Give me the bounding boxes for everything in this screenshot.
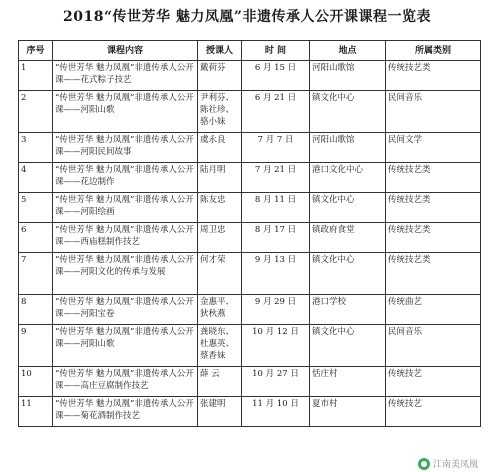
row-course: “传世芳华 魅力凤凰”非遗传承人公开课——高庄豆腐制作技艺 bbox=[53, 367, 198, 397]
row-time: 6 月 15 日 bbox=[242, 61, 310, 91]
header-course: 课程内容 bbox=[53, 41, 198, 61]
row-no: 9 bbox=[19, 325, 53, 367]
table-row bbox=[19, 367, 481, 397]
row-course: “传世芳华 魅力凤凰”非遗传承人公开课——西庙糕制作技艺 bbox=[53, 223, 198, 253]
row-category: 传统技艺类 bbox=[386, 61, 481, 91]
row-no: 8 bbox=[19, 295, 53, 325]
row-teacher: 尹利芬、陈社珍、骆小妹 bbox=[198, 91, 242, 133]
row-category: 民间音乐 bbox=[386, 91, 481, 133]
table-row bbox=[19, 295, 481, 325]
row-category: 传统技艺类 bbox=[386, 253, 481, 295]
row-teacher: 戴荷芬 bbox=[198, 61, 242, 91]
table-row bbox=[19, 253, 481, 295]
row-time: 9 月 29 日 bbox=[242, 295, 310, 325]
row-course: “传世芳华 魅力凤凰”非遗传承人公开课——菊花酒制作技艺 bbox=[53, 397, 198, 427]
table-row bbox=[19, 163, 481, 193]
row-place: 恬庄村 bbox=[310, 367, 386, 397]
row-place: 镇文化中心 bbox=[310, 325, 386, 367]
row-time: 10 月 27 日 bbox=[242, 367, 310, 397]
table-row bbox=[19, 133, 481, 163]
row-category: 传统技艺类 bbox=[386, 223, 481, 253]
row-course: “传世芳华 魅力凤凰”非遗传承人公开课——河阳绘画 bbox=[53, 193, 198, 223]
table-row bbox=[19, 91, 481, 133]
row-time: 7 月 7 日 bbox=[242, 133, 310, 163]
row-category: 传统技艺类 bbox=[386, 163, 481, 193]
row-place: 河阳山歌馆 bbox=[310, 133, 386, 163]
row-no: 3 bbox=[19, 133, 53, 163]
row-time: 8 月 17 日 bbox=[242, 223, 310, 253]
row-course: “传世芳华 魅力凤凰”非遗传承人公开课——河阳宝卷 bbox=[53, 295, 198, 325]
watermark bbox=[418, 457, 478, 470]
row-time: 11 月 10 日 bbox=[242, 397, 310, 427]
row-place: 港口文化中心 bbox=[310, 163, 386, 193]
row-teacher: 虞永良 bbox=[198, 133, 242, 163]
header-category: 所属类别 bbox=[386, 41, 481, 61]
row-course: “传世芳华 魅力凤凰”非遗传承人公开课——花边制作 bbox=[53, 163, 198, 193]
table-row bbox=[19, 193, 481, 223]
row-place: 镇政府食堂 bbox=[310, 223, 386, 253]
row-place: 夏市村 bbox=[310, 397, 386, 427]
row-teacher: 金惠平、狄秋燕 bbox=[198, 295, 242, 325]
row-teacher: 张建明 bbox=[198, 397, 242, 427]
row-place: 港口学校 bbox=[310, 295, 386, 325]
row-category: 传统技艺类 bbox=[386, 193, 481, 223]
table-row bbox=[19, 223, 481, 253]
row-no: 5 bbox=[19, 193, 53, 223]
row-place: 河阳山歌馆 bbox=[310, 61, 386, 91]
row-time: 6 月 21 日 bbox=[242, 91, 310, 133]
row-course: “传世芳华 魅力凤凰”非遗传承人公开课——河阳民间故事 bbox=[53, 133, 198, 163]
row-course: “传世芳华 魅力凤凰”非遗传承人公开课——河阳山歌 bbox=[53, 91, 198, 133]
row-time: 10 月 12 日 bbox=[242, 325, 310, 367]
row-category: 传统技艺 bbox=[386, 397, 481, 427]
row-teacher: 周卫忠 bbox=[198, 223, 242, 253]
row-place: 镇文化中心 bbox=[310, 253, 386, 295]
row-teacher: 陆月明 bbox=[198, 163, 242, 193]
row-time: 7 月 21 日 bbox=[242, 163, 310, 193]
header-teacher: 授课人 bbox=[198, 41, 242, 61]
wechat-icon bbox=[418, 458, 430, 470]
row-teacher: 何才荣 bbox=[198, 253, 242, 295]
row-no: 2 bbox=[19, 91, 53, 133]
row-place: 镇文化中心 bbox=[310, 193, 386, 223]
watermark-text: 江南美凤凰 bbox=[432, 460, 478, 470]
table-row bbox=[19, 325, 481, 367]
row-no: 11 bbox=[19, 397, 53, 427]
row-category: 传统技艺 bbox=[386, 367, 481, 397]
table-row bbox=[19, 397, 481, 427]
row-no: 4 bbox=[19, 163, 53, 193]
row-category: 民间文学 bbox=[386, 133, 481, 163]
row-place: 镇文化中心 bbox=[310, 91, 386, 133]
row-course: “传世芳华 魅力凤凰”非遗传承人公开课——河阳文化的传承与发展 bbox=[53, 253, 198, 295]
row-no: 10 bbox=[19, 367, 53, 397]
header-no: 序号 bbox=[19, 41, 53, 61]
row-category: 传统曲艺 bbox=[386, 295, 481, 325]
row-teacher: 陈友忠 bbox=[198, 193, 242, 223]
row-no: 1 bbox=[19, 61, 53, 91]
header-time: 时 间 bbox=[242, 41, 310, 61]
row-time: 9 月 13 日 bbox=[242, 253, 310, 295]
table-row bbox=[19, 61, 481, 91]
course-schedule-table bbox=[18, 40, 481, 427]
page-title: 2018“传世芳华 魅力凤凰”非遗传承人公开课课程一览表 bbox=[63, 9, 431, 25]
header-place: 地点 bbox=[310, 41, 386, 61]
row-teacher: 薛 云 bbox=[198, 367, 242, 397]
row-course: “传世芳华 魅力凤凰”非遗传承人公开课——花式粽子技艺 bbox=[53, 61, 198, 91]
row-course: “传世芳华 魅力凤凰”非遗传承人公开课——河阳山歌 bbox=[53, 325, 198, 367]
table-header-row bbox=[19, 41, 481, 61]
row-teacher: 龚晓东、杜惠英、蔡香妹 bbox=[198, 325, 242, 367]
row-no: 6 bbox=[19, 223, 53, 253]
row-time: 8 月 11 日 bbox=[242, 193, 310, 223]
row-category: 民间音乐 bbox=[386, 325, 481, 367]
row-no: 7 bbox=[19, 253, 53, 295]
